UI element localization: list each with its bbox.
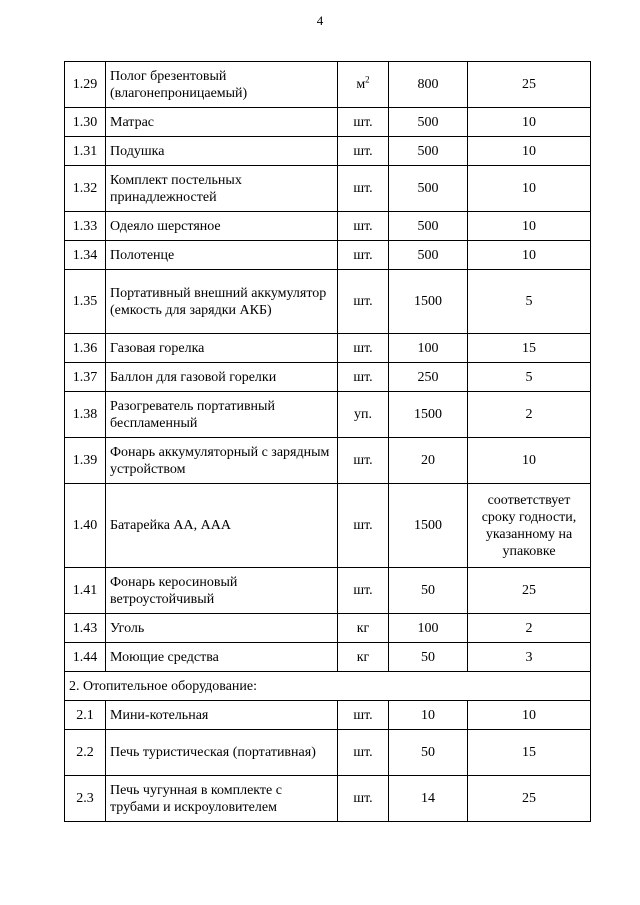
item-unit <box>338 392 389 438</box>
item-term: 5 <box>468 363 591 392</box>
table-row <box>65 334 591 363</box>
item-name: Матрас <box>106 108 338 137</box>
item-number: 2.3 <box>65 776 106 822</box>
item-name: Комплект постельных принадлежностей <box>106 166 338 212</box>
table-row <box>65 241 591 270</box>
item-term: 5 <box>468 270 591 334</box>
item-number: 1.31 <box>65 137 106 166</box>
item-quantity: 1500 <box>389 270 468 334</box>
item-term: 10 <box>468 166 591 212</box>
item-unit <box>338 438 389 484</box>
table-row <box>65 568 591 614</box>
table-row <box>65 137 591 166</box>
item-unit <box>338 137 389 166</box>
item-unit <box>338 270 389 334</box>
item-name: Полог брезентовый (влагонепроницаемый) <box>106 62 338 108</box>
unit-text: шт. <box>353 791 373 806</box>
item-name: Разогреватель портативный беспламенный <box>106 392 338 438</box>
item-unit <box>338 241 389 270</box>
item-quantity: 500 <box>389 137 468 166</box>
item-name: Одеяло шерстяное <box>106 212 338 241</box>
item-number: 1.39 <box>65 438 106 484</box>
unit-text: шт. <box>353 369 373 385</box>
item-number: 1.29 <box>65 62 106 108</box>
item-number: 2.1 <box>65 701 106 730</box>
item-term: 10 <box>468 212 591 241</box>
table-row <box>65 643 591 672</box>
item-unit <box>338 643 389 672</box>
item-name: Печь туристическая (портативная) <box>106 730 338 776</box>
section-title: 2. Отопительное оборудование: <box>65 672 591 701</box>
item-number: 2.2 <box>65 730 106 776</box>
unit-text: кг <box>356 620 370 636</box>
item-name: Полотенце <box>106 241 338 270</box>
table-row <box>65 614 591 643</box>
table-row <box>65 776 591 822</box>
item-number: 1.33 <box>65 212 106 241</box>
item-quantity: 500 <box>389 108 468 137</box>
item-unit <box>338 334 389 363</box>
item-quantity: 1500 <box>389 484 468 568</box>
item-number: 1.43 <box>65 614 106 643</box>
item-term: 10 <box>468 137 591 166</box>
item-quantity: 20 <box>389 438 468 484</box>
item-name: Печь чугунная в комплекте с трубами и искроуловителем <box>106 776 338 822</box>
item-term: 3 <box>468 643 591 672</box>
item-name: Батарейка АА, ААА <box>106 484 338 568</box>
unit-text: шт. <box>353 707 373 723</box>
unit-text: шт. <box>353 745 373 760</box>
table-row <box>65 270 591 334</box>
table-row <box>65 363 591 392</box>
unit-text: шт. <box>353 583 373 598</box>
item-number: 1.35 <box>65 270 106 334</box>
item-name: Баллон для газовой горелки <box>106 363 338 392</box>
item-quantity: 14 <box>389 776 468 822</box>
equipment-table-body <box>65 62 591 822</box>
item-quantity: 1500 <box>389 392 468 438</box>
item-term: 25 <box>468 568 591 614</box>
item-unit <box>338 776 389 822</box>
item-quantity: 500 <box>389 212 468 241</box>
item-quantity: 500 <box>389 241 468 270</box>
table-row <box>65 484 591 568</box>
unit-text: шт. <box>353 340 373 356</box>
item-unit <box>338 568 389 614</box>
table-row <box>65 212 591 241</box>
table-row <box>65 108 591 137</box>
item-term: 2 <box>468 392 591 438</box>
item-name: Мини-котельная <box>106 701 338 730</box>
equipment-table <box>64 61 591 822</box>
item-term: 10 <box>468 701 591 730</box>
item-number: 1.38 <box>65 392 106 438</box>
unit-superscript: 2 <box>365 74 370 85</box>
table-row <box>65 438 591 484</box>
item-quantity: 10 <box>389 701 468 730</box>
item-unit <box>338 212 389 241</box>
section-row <box>65 672 591 701</box>
item-term: 25 <box>468 776 591 822</box>
item-unit <box>338 614 389 643</box>
item-number: 1.36 <box>65 334 106 363</box>
item-name: Моющие средства <box>106 643 338 672</box>
item-quantity: 500 <box>389 166 468 212</box>
unit-text: уп. <box>354 407 372 422</box>
item-quantity: 100 <box>389 614 468 643</box>
table-row <box>65 701 591 730</box>
item-quantity: 50 <box>389 568 468 614</box>
item-number: 1.44 <box>65 643 106 672</box>
item-quantity: 100 <box>389 334 468 363</box>
item-quantity: 50 <box>389 643 468 672</box>
table-row <box>65 166 591 212</box>
unit-text: шт. <box>353 453 373 468</box>
unit-text: кг <box>356 649 370 665</box>
table-row <box>65 392 591 438</box>
item-number: 1.34 <box>65 241 106 270</box>
item-number: 1.30 <box>65 108 106 137</box>
item-unit <box>338 108 389 137</box>
item-number: 1.41 <box>65 568 106 614</box>
item-unit <box>338 62 389 108</box>
item-name: Фонарь керосиновый ветроустойчивый <box>106 568 338 614</box>
item-term: соответствует сроку годности, указанному на упаковке <box>468 484 591 568</box>
item-name: Подушка <box>106 137 338 166</box>
unit-text: шт. <box>353 518 373 533</box>
table-row <box>65 730 591 776</box>
item-term: 25 <box>468 62 591 108</box>
item-unit <box>338 730 389 776</box>
table-row <box>65 62 591 108</box>
item-name: Фонарь аккумуляторный с зарядным устройством <box>106 438 338 484</box>
item-number: 1.37 <box>65 363 106 392</box>
item-term: 10 <box>468 108 591 137</box>
unit-text: шт. <box>353 294 373 309</box>
item-name: Газовая горелка <box>106 334 338 363</box>
item-term: 10 <box>468 241 591 270</box>
item-name: Уголь <box>106 614 338 643</box>
item-term: 15 <box>468 730 591 776</box>
unit-text: м <box>356 77 366 92</box>
item-quantity: 50 <box>389 730 468 776</box>
item-name: Портативный внешний аккумулятор (емкость для зарядки АКБ) <box>106 270 338 334</box>
item-term: 2 <box>468 614 591 643</box>
item-unit <box>338 363 389 392</box>
unit-text: шт. <box>353 218 373 234</box>
unit-text: шт. <box>353 181 373 196</box>
item-unit <box>338 701 389 730</box>
unit-text: шт. <box>353 143 373 159</box>
item-quantity: 800 <box>389 62 468 108</box>
unit-text: шт. <box>353 114 373 130</box>
item-term: 10 <box>468 438 591 484</box>
item-unit <box>338 484 389 568</box>
unit-text: шт. <box>353 247 373 263</box>
item-unit <box>338 166 389 212</box>
item-number: 1.40 <box>65 484 106 568</box>
item-number: 1.32 <box>65 166 106 212</box>
item-quantity: 250 <box>389 363 468 392</box>
item-term: 15 <box>468 334 591 363</box>
page-number: 4 <box>316 13 324 28</box>
